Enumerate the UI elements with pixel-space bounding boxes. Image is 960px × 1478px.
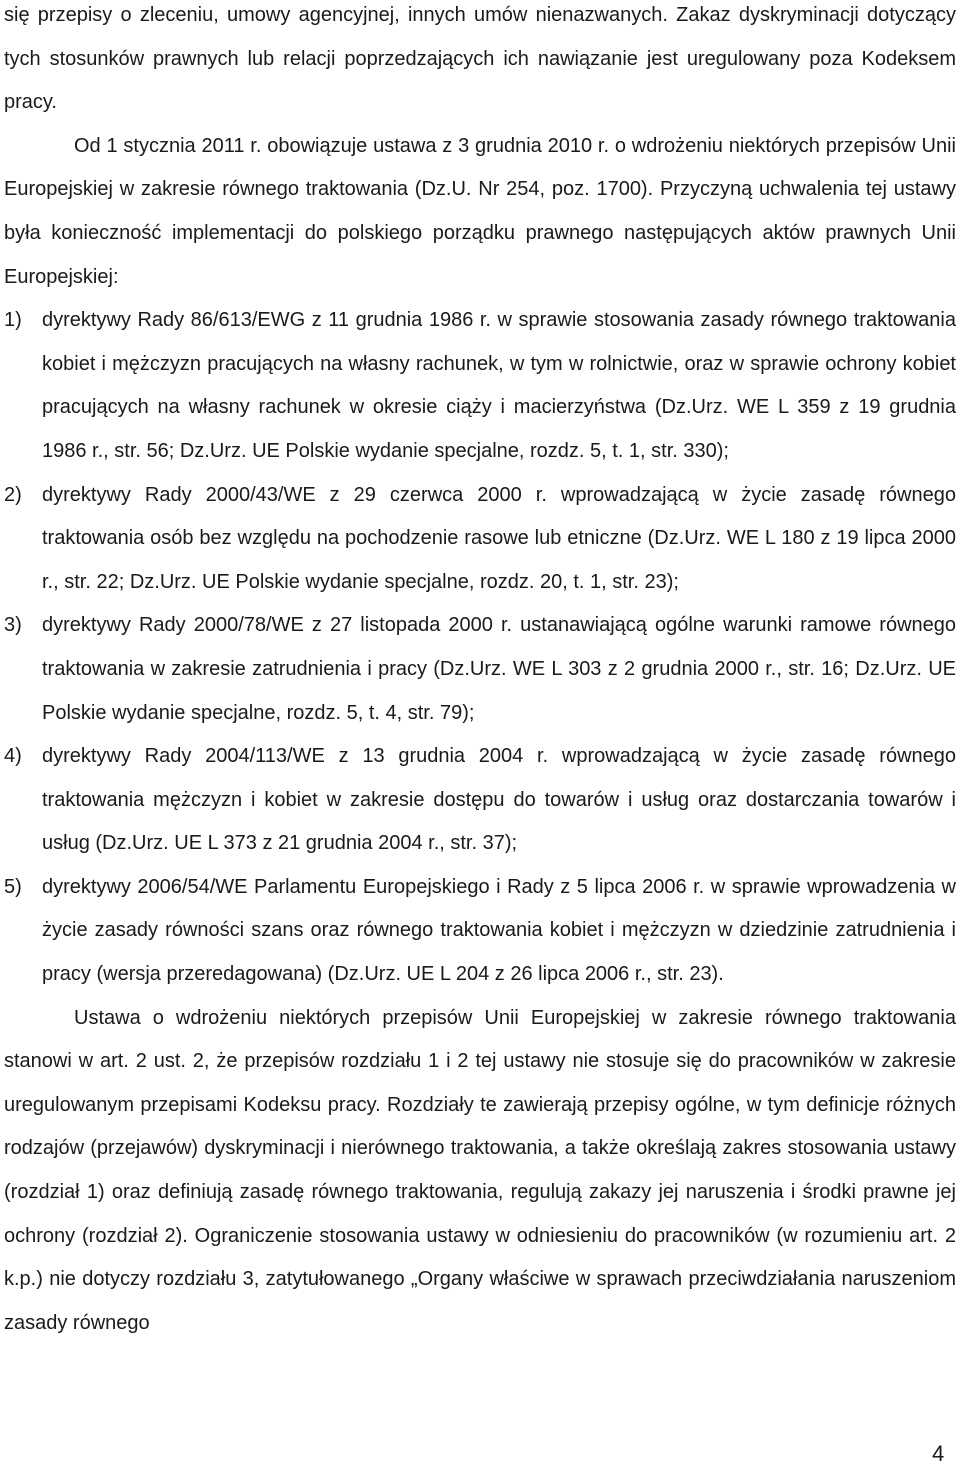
list-item-text: dyrektywy Rady 2000/43/WE z 29 czerwca 2000 r. wprowadzającą w życie zasadę równego traktowania osób bez względu na pochodzenie rasowe lub etniczne (Dz.Urz. WE L 180 z 19 lipca 2000 r., str. 22; Dz.Urz. UE Polskie wydanie specjalne, rozdz. 20, t. 1, str. 23); (42, 483, 956, 593)
list-item-number: 4) (4, 745, 22, 768)
paragraph-scope: Ustawa o wdrożeniu niektórych przepisów Unii Europejskiej w zakresie równego traktowania stanowi w art. 2 ust. 2, że przepisów rozdziału 1 i 2 tej ustawy nie stosuje się do pracowników w zakresie uregulowanym przepisami Kodeksu pracy. Rozdziały te zawierają przepisy ogólne, w tym definicje różnych rodzajów (przejawów) dyskryminacji i nierównego traktowania, a także określają zakres stosowania ustawy (rozdział 1) oraz definiują zasadę równego traktowania, regulują zakazy jej naruszenia i środki prawne jej ochrony (rozdział 2). Ograniczenie stosowania ustawy w odniesieniu do pracowników (w rozumieniu art. 2 k.p.) nie dotyczy rozdziału 3, zatytułowanego „Organy właściwe w sprawach przeciwdziałania naruszeniom zasady równego (4, 1006, 956, 1334)
page-number: 4 (932, 1441, 945, 1466)
document-body (4, 0, 956, 1345)
eu-directives-list (4, 299, 956, 997)
list-item-number: 5) (4, 875, 22, 898)
list-item (4, 299, 956, 473)
list-item (4, 866, 956, 997)
list-item-text: dyrektywy 2006/54/WE Parlamentu Europejskiego i Rady z 5 lipca 2006 r. w sprawie wprowadzenia w życie zasady równości szans oraz równego traktowania kobiet i mężczyzn w dziedzinie zatrudnienia i pracy (wersja przeredagowana) (Dz.Urz. UE L 204 z 26 lipca 2006 r., str. 23). (42, 875, 956, 986)
list-item-number: 3) (4, 614, 22, 637)
paragraph-continuation: się przepisy o zleceniu, umowy agencyjnej, innych umów nienazwanych. Zakaz dyskryminacji dotyczący tych stosunków prawnych lub relacji poprzedzających ich nawiązanie jest uregulowany poza Kodeksem pracy. (4, 4, 956, 114)
list-item (4, 735, 956, 866)
paragraph-law-intro: Od 1 stycznia 2011 r. obowiązuje ustawa z 3 grudnia 2010 r. o wdrożeniu niektórych przepisów Unii Europejskiej w zakresie równego traktowania (Dz.U. Nr 254, poz. 1700). Przyczyną uchwalenia tej ustawy była konieczność implementacji do polskiego porządku prawnego następujących aktów prawnych Unii Europejskiej: (4, 134, 956, 288)
list-item (4, 604, 956, 735)
list-item (4, 474, 956, 605)
list-item-text: dyrektywy Rady 2000/78/WE z 27 listopada 2000 r. ustanawiającą ogólne warunki ramowe równego traktowania w zakresie zatrudnienia i pracy (Dz.Urz. WE L 303 z 2 grudnia 2000 r., str. 16; Dz.Urz. UE Polskie wydanie specjalne, rozdz. 5, t. 4, str. 79); (42, 614, 956, 724)
list-item-text: dyrektywy Rady 86/613/EWG z 11 grudnia 1986 r. w sprawie stosowania zasady równego traktowania kobiet i mężczyzn pracujących na własny rachunek, w tym w rolnictwie, oraz w sprawie ochrony kobiet pracujących na własny rachunek w okresie ciąży i macierzyństwa (Dz.Urz. WE L 359 z 19 grudnia 1986 r., str. 56; Dz.Urz. UE Polskie wydanie specjalne, rozdz. 5, t. 1, str. 330); (42, 309, 956, 462)
list-item-number: 1) (4, 309, 22, 332)
list-item-number: 2) (4, 483, 22, 506)
list-item-text: dyrektywy Rady 2004/113/WE z 13 grudnia 2004 r. wprowadzającą w życie zasadę równego traktowania mężczyzn i kobiet w zakresie dostępu do towarów i usług oraz dostarczania towarów i usług (Dz.Urz. UE L 373 z 21 grudnia 2004 r., str. 37); (42, 745, 956, 855)
